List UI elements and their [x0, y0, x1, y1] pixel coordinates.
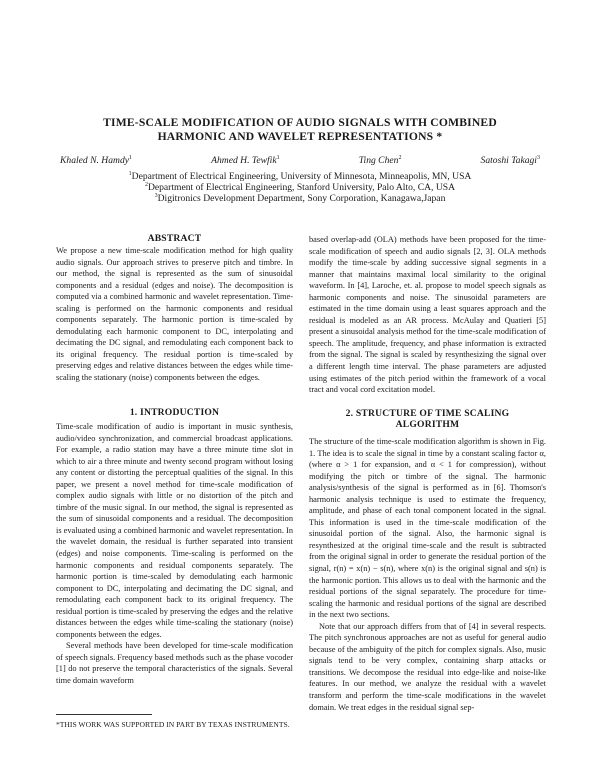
- paper-title: [40, 116, 560, 144]
- affiliation: $^2$Department of Electrical Engineering, Stanford University, Palo Alto, CA, USA: [144, 182, 456, 194]
- paragraph: Time-scale modification of audio is important in music synthesis, audio/video synchronization, and commercial broadcast applications. For example, a radio station may have a three minute time slot in which to air a three minute and twenty second program without losing any content or distorting the perceptual qualities of the signal. In this paper, we present a novel method for time-scale modification of complex audio signals with little or no distortion of the pitch and timbre of the music signal. In our method, the signal is represented as the sum of sinusoidal components and a residual. The decomposition is evaluated using a combined harmonic and wavelet representation. In the wavelet domain, the residual is further separated into transient (edges) and noise components. Time-scaling is performed on the harmonic components and residual components separately. The harmonic portion is time-scaled by demodulating each harmonic component to DC, interpolating and decimating the DC signal, and remodulating each component back to its original frequency. The residual portion is time-scaled by preserving the edges and the relative distances between the edges while time-scaling the stationary (noise) components between the edges.: [56, 422, 293, 639]
- author-list: [60, 155, 540, 166]
- author: Khaled N. Hamdy$^1$: [60, 155, 133, 167]
- footnote: *THIS WORK WAS SUPPORTED IN PART BY TEXAS INSTRUMENTS.: [56, 720, 290, 729]
- right-column-intro: [309, 234, 546, 396]
- author: Satoshi Takagi$^3$: [480, 155, 540, 167]
- section-2-body: [309, 436, 546, 713]
- abstract-body: [56, 245, 293, 384]
- section-1-heading: 1. INTRODUCTION: [129, 407, 220, 418]
- title-line-1: TIME-SCALE MODIFICATION OF AUDIO SIGNALS WITH COMBINED: [103, 116, 497, 129]
- paragraph: Note that our approach differs from that of [4] in several respects. The pitch synchronous approaches are not as useful for general audio because of the ambiguity of the pitch for complex signals. Also, music signals tend to be very complex, containing sharp attacks or transitions. We decompose the residual into edge-like and noise-like features. In our method, we analyze the residual with a wavelet transform and perform the time-scale modifications in the wavelet domain. We treat edges in the residual signal sep-: [309, 621, 546, 712]
- title-line-2: HARMONIC AND WAVELET REPRESENTATIONS *: [157, 130, 443, 143]
- paragraph: We propose a new time-scale modification method for high quality audio signals. Our approach strives to preserve pitch and timbre. In our method, the signal is represented as the sum of sinusoidal components and a residual (edges and noise). The decomposition is computed via a combined harmonic and wavelet representation. Time-scaling is performed on the harmonic components and residual components separately. The harmonic portion is time-scaled by demodulating each harmonic component to DC, interpolating and decimating the DC signal, and remodulating each component back to its original frequency. The residual portion is time-scaled by preserving edges and relative distances between the edges while time-scaling the stationary (noise) components between the edges.: [56, 246, 293, 383]
- paragraph: The structure of the time-scale modification algorithm is shown in Fig. 1. The idea is to scale the signal in time by a constant scaling factor α, (where α > 1 for expansion, and α < 1 for compression), without modifying the pitch or timbre of the signal. The harmonic analysis/synthesis of the signal is performed as in [6]. Thomson's harmonic analysis technique is used to estimate the frequency, amplitude, and phase of each tonal component located in the signal. This information is used in the time-scale modification of the sinusoidal portion of the signal. Also, the harmonic signal is resynthesized at the original time-scale and the result is subtracted from the original signal in order to generate the residual portion of the signal, r(n) = x(n) − s(n), where x(n) is the original signal and s(n) is the harmonic portion. This allows us to deal with the harmonic and the residual portions of the signal separately. The procedure for time-scaling the harmonic and residual portions of the signal are described in the next two sections.: [309, 437, 546, 620]
- affiliation: $^1$Department of Electrical Engineering, University of Minnesota, Minneapolis, MN, USA: [128, 171, 472, 183]
- paragraph: based overlap-add (OLA) methods have been proposed for the time-scale modification of speech and audio signals [2, 3]. OLA methods modify the time-scale by adding successive signal segments in a manner that maintains maximal local similarity to the original waveform. In [4], Laroche, et. al. propose to model speech signals as harmonic components and noise. The sinusoidal parameters are estimated in the time domain using a least squares approach and the residual is modeled as an AR process. McAulay and Quatieri [5] present a sinusoidal analysis method for the time-scale modification of speech. The amplitude, frequency, and phase information is extracted from the signal. The signal is scaled by resynthesizing the signal over a different length time interval. The phase parameters are adjusted using estimates of the pitch period within the framework of a vocal tract and vocal cord excitation model.: [309, 235, 546, 395]
- paragraph: Several methods have been developed for time-scale modification of speech signals. Frequency based methods such as the phase vocoder [1] do not preserve the temporal characteristics of the signals. Several time domain waveform: [56, 641, 293, 686]
- section-1-body: [56, 421, 293, 687]
- author: Ahmed H. Tewfik$^1$: [211, 155, 280, 167]
- affiliation: $^3$Digitronics Development Department, Sony Corporation, Kanagawa,Japan: [154, 193, 446, 205]
- section-2-heading: 2. STRUCTURE OF TIME SCALING ALGORITHM: [345, 408, 510, 430]
- footnote-rule: [56, 714, 152, 715]
- author: Ting Chen$^2$: [358, 155, 402, 167]
- abstract-heading: ABSTRACT: [147, 233, 202, 244]
